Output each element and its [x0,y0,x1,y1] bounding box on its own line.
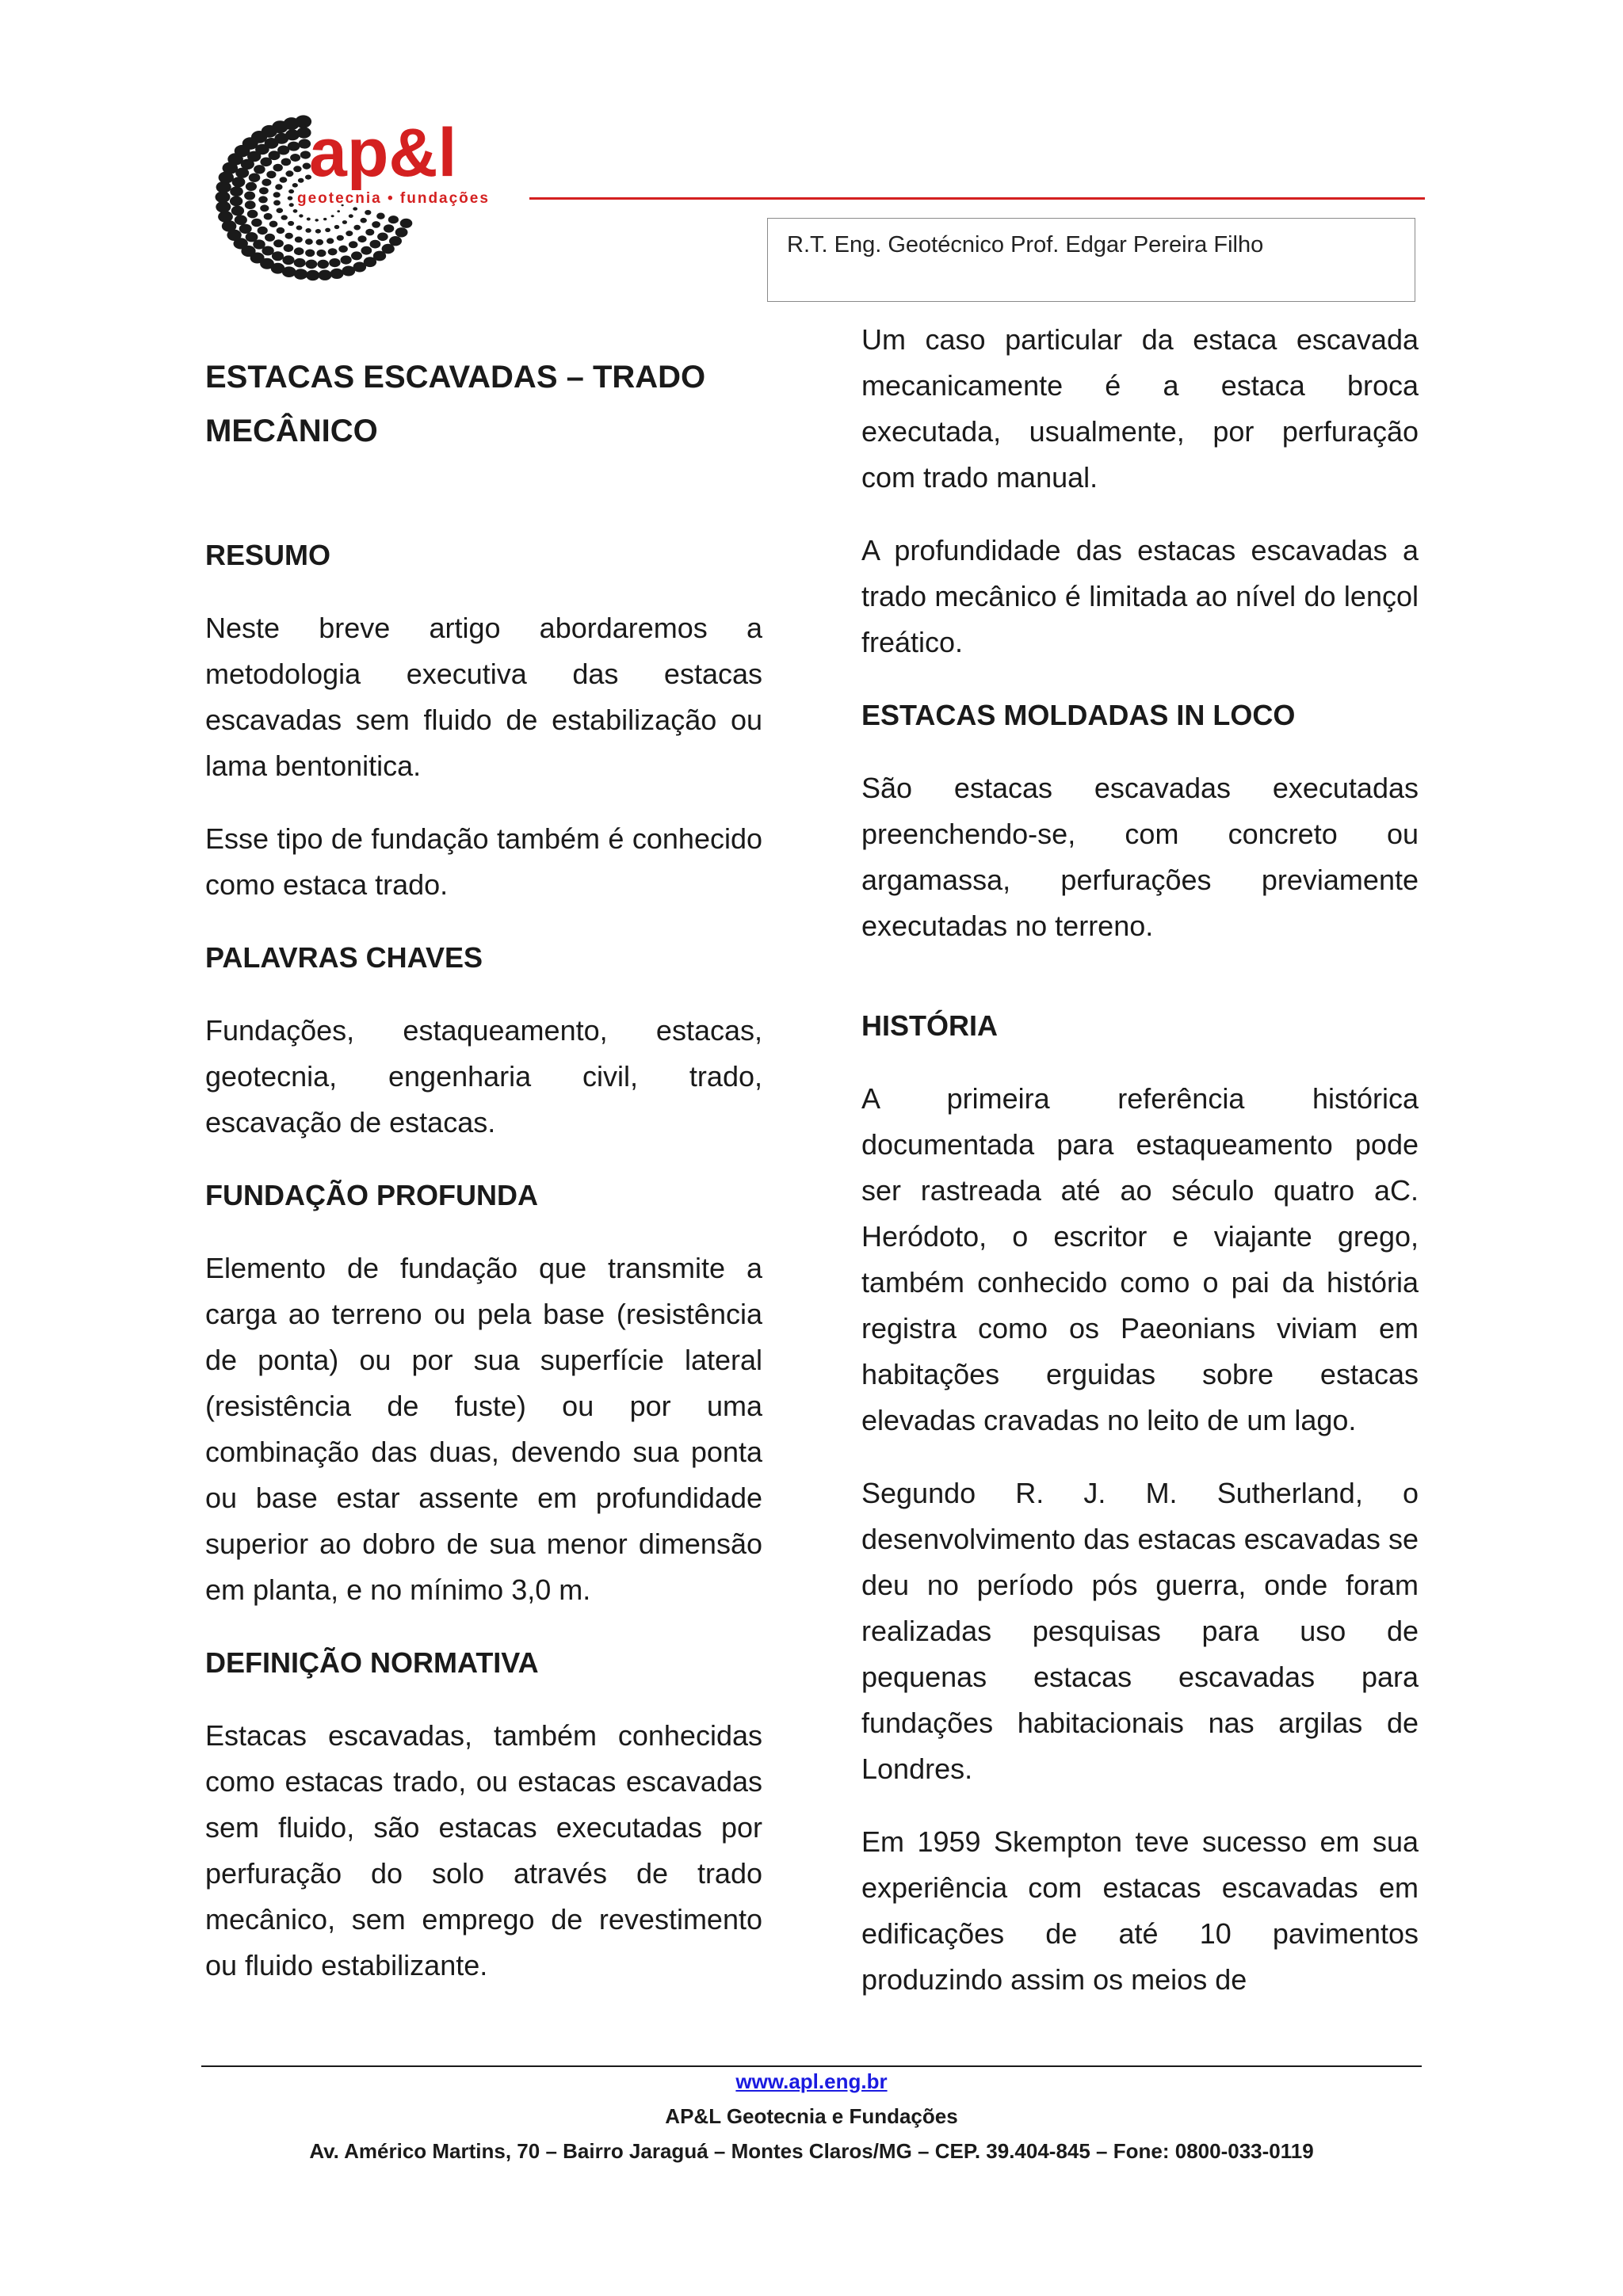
logo-dot [246,232,258,242]
logo-dot [288,221,294,226]
logo-dot [377,233,388,242]
logo-dot [247,210,258,219]
article-title: ESTACAS ESCAVADAS – TRADO MECÂNICO [205,360,706,448]
logo-dot [273,239,284,247]
logo-dot [376,213,385,219]
left-column [205,350,762,2016]
logo-dot [307,218,311,221]
logo-dot [351,251,362,260]
logo-dot [282,255,294,265]
palavras-chaves-heading: PALAVRAS CHAVES [205,941,483,974]
logo-dot [325,228,330,232]
logo-dot [281,158,292,166]
logo-dot [249,174,261,182]
logo-dot [277,208,284,213]
logo-dot [330,269,344,279]
logo-dot [317,260,329,269]
resumo-paragraph-2: Esse tipo de fundação também é conhecido como estaca trado. [205,822,762,901]
logo-dot [315,219,319,222]
logo-dot [323,218,327,220]
logo-dot [288,142,300,151]
historia-heading: HISTÓRIA [861,1009,999,1042]
logo-dot [246,182,257,191]
logo-dot [384,224,394,232]
logo-text: ap&l [309,115,457,191]
logo-dot [293,209,298,213]
logo-dot [294,269,307,280]
logo-dot [353,207,357,210]
logo-dot [258,196,268,203]
logo-dot [265,234,275,242]
logo-dot [239,224,252,234]
responsible-engineer-box [767,218,1415,302]
logo-dot [305,238,313,245]
website-link[interactable]: www.apl.eng.br [735,2069,888,2093]
logo-dot [259,187,269,194]
logo-dot [305,250,315,257]
logo-dot [361,218,367,223]
logo-dot [280,177,288,183]
logo-dot [361,246,372,255]
logo-dot [365,210,371,215]
logo-dot [395,227,408,237]
logo-dot [288,189,294,193]
logo-dot [260,204,269,212]
logo-dot [341,256,352,265]
logo-dot [269,221,278,227]
logo-dot [244,192,255,200]
logo-tagline: geotecnia • fundações [297,190,490,207]
logo-dot [370,240,381,249]
moldadas-in-loco-text: São estacas escavadas executadas preenchendo-se, com concreto ou argamassa, perfurações previamente executadas no terreno. [861,772,1419,942]
fundacao-profunda-heading: FUNDAÇÃO PROFUNDA [205,1179,538,1211]
logo-dot [273,192,281,197]
logo-dot [329,258,340,267]
logo-dot [292,183,298,188]
logo-dot [273,164,283,172]
profundidade-paragraph: A profundidade das estacas escavadas a trado mecânico é limitada ao nível do lençol freático. [861,534,1419,658]
logo-dot [319,270,332,280]
logo-dot [296,226,303,231]
logo-dot [357,235,366,242]
logo-dot [284,244,294,252]
logo-dot [299,214,303,217]
logo-dot [327,238,334,243]
resumo-paragraph-1: Neste breve artigo abordaremos a metodologia executiva das estacas escavadas sem fluido de estabilização ou lama bentonitica. [205,612,762,782]
logo-dot [372,221,380,228]
logo-dot [293,166,301,172]
resumo-heading: RESUMO [205,539,331,571]
company-logo [198,87,531,301]
logo-dot [295,237,303,243]
logo-dot [285,170,293,177]
logo-dot [275,184,282,189]
logo-dot [230,186,243,196]
logo-dot [298,178,304,183]
right-column [861,317,1419,2030]
moldadas-in-loco-heading: ESTACAS MOLDADAS IN LOCO [861,699,1296,731]
footer-rule [201,2065,1422,2067]
logo-dot [235,215,247,225]
logo-dot [353,225,361,231]
logo-dot [218,211,233,223]
logo-dot [316,239,324,246]
definicao-normativa-text: Estacas escavadas, também conhecidas como estacas trado, ou estacas escavadas sem fluido, são estacas executadas por perfuração do solo através de trado mecânico, sem emprego de revestimento ou fluido estabilizante. [205,1719,762,1981]
logo-dot [365,229,374,236]
logo-dot [342,266,355,277]
logo-dot [251,219,262,227]
logo-dot [258,227,268,235]
responsible-engineer: R.T. Eng. Geotécnico Prof. Edgar Pereira Filho [787,232,1264,257]
estaca-broca-paragraph: Um caso particular da estaca escavada mecanicamente é a estaca broca executada, usualmente, por perfuração com trado manual. [861,323,1419,494]
logo-dot [342,220,347,224]
logo-dot [288,196,293,200]
logo-dot [331,215,334,217]
logo-dot [272,251,284,261]
logo-dot [346,231,353,236]
logo-dot [388,215,399,223]
historia-paragraph-1: A primeira referência histórica documentada para estaqueamento pode ser rastreada até ao século quatro aC. Heródoto, o escritor e viajante grego, também conhecido como o pai da história registra como os Paeonians viviam em habitações erguidas sobre estacas elevadas cravadas no leito de um lago. [861,1082,1419,1436]
logo-dot [315,229,321,234]
logo-dot [273,200,281,206]
logo-dot [328,248,338,255]
footer-company: AP&L Geotecnia e Fundações [665,2104,958,2128]
logo-dot [306,270,319,280]
logo-dot [266,171,276,179]
logo-dot [290,154,300,162]
logo-dot [289,203,294,207]
logo-dot [337,210,340,212]
logo-dot [231,206,244,216]
logo-dot [334,225,340,229]
logo-dot [245,200,256,209]
footer-website-line [0,2069,1623,2094]
logo-dot [294,247,304,255]
logo-dot [349,241,358,248]
logo-dot [337,235,344,241]
palavras-chaves-text: Fundações, estaqueamento, estacas, geotecnia, engenharia civil, trado, escavação de estacas. [205,1014,762,1138]
logo-dot [285,233,293,239]
historia-paragraph-2: Segundo R. J. M. Sutherland, o desenvolvimento das estacas escavadas se deu no período pós guerra, onde foram realizadas pesquisas para uso de pequenas estacas escavadas para fundações habitacionais nas argilas de Londres. [861,1477,1419,1785]
header-red-rule [529,197,1425,200]
logo-dot [294,258,306,268]
logo-dot [317,250,327,257]
logo-dot [277,227,285,234]
logo-dot [400,219,413,228]
footer-address: Av. Américo Martins, 70 – Bairro Jaraguá – Montes Claros/MG – CEP. 39.404-845 – Fone: 0800-033-0119 [309,2139,1314,2163]
definicao-normativa-heading: DEFINIÇÃO NORMATIVA [205,1646,539,1679]
logo-dot [232,177,246,187]
logo-dot [281,215,288,219]
logo-dot [254,165,265,174]
logo-dot [262,179,271,186]
logo-dot [349,214,353,218]
logo-dot [338,246,348,253]
historia-paragraph-3: Em 1959 Skempton teve sucesso em sua experiência com estacas escavadas em edificações de até 10 pavimentos produzindo assim os meios de [861,1825,1419,1996]
logo-dot [230,196,242,207]
logo-dot [306,260,318,269]
fundacao-profunda-text: Elemento de fundação que transmite a carga ao terreno ou pela base (resistência de ponta) ou por sua superfície lateral (resistência de fuste) ou por uma combinação das duas, devendo sua ponta ou base estar assente em profundidade superior ao dobro de sua menor dimensão em planta, e no mínimo 3,0 m. [205,1252,762,1606]
logo-dot [305,228,311,233]
logo-dot [264,213,273,220]
